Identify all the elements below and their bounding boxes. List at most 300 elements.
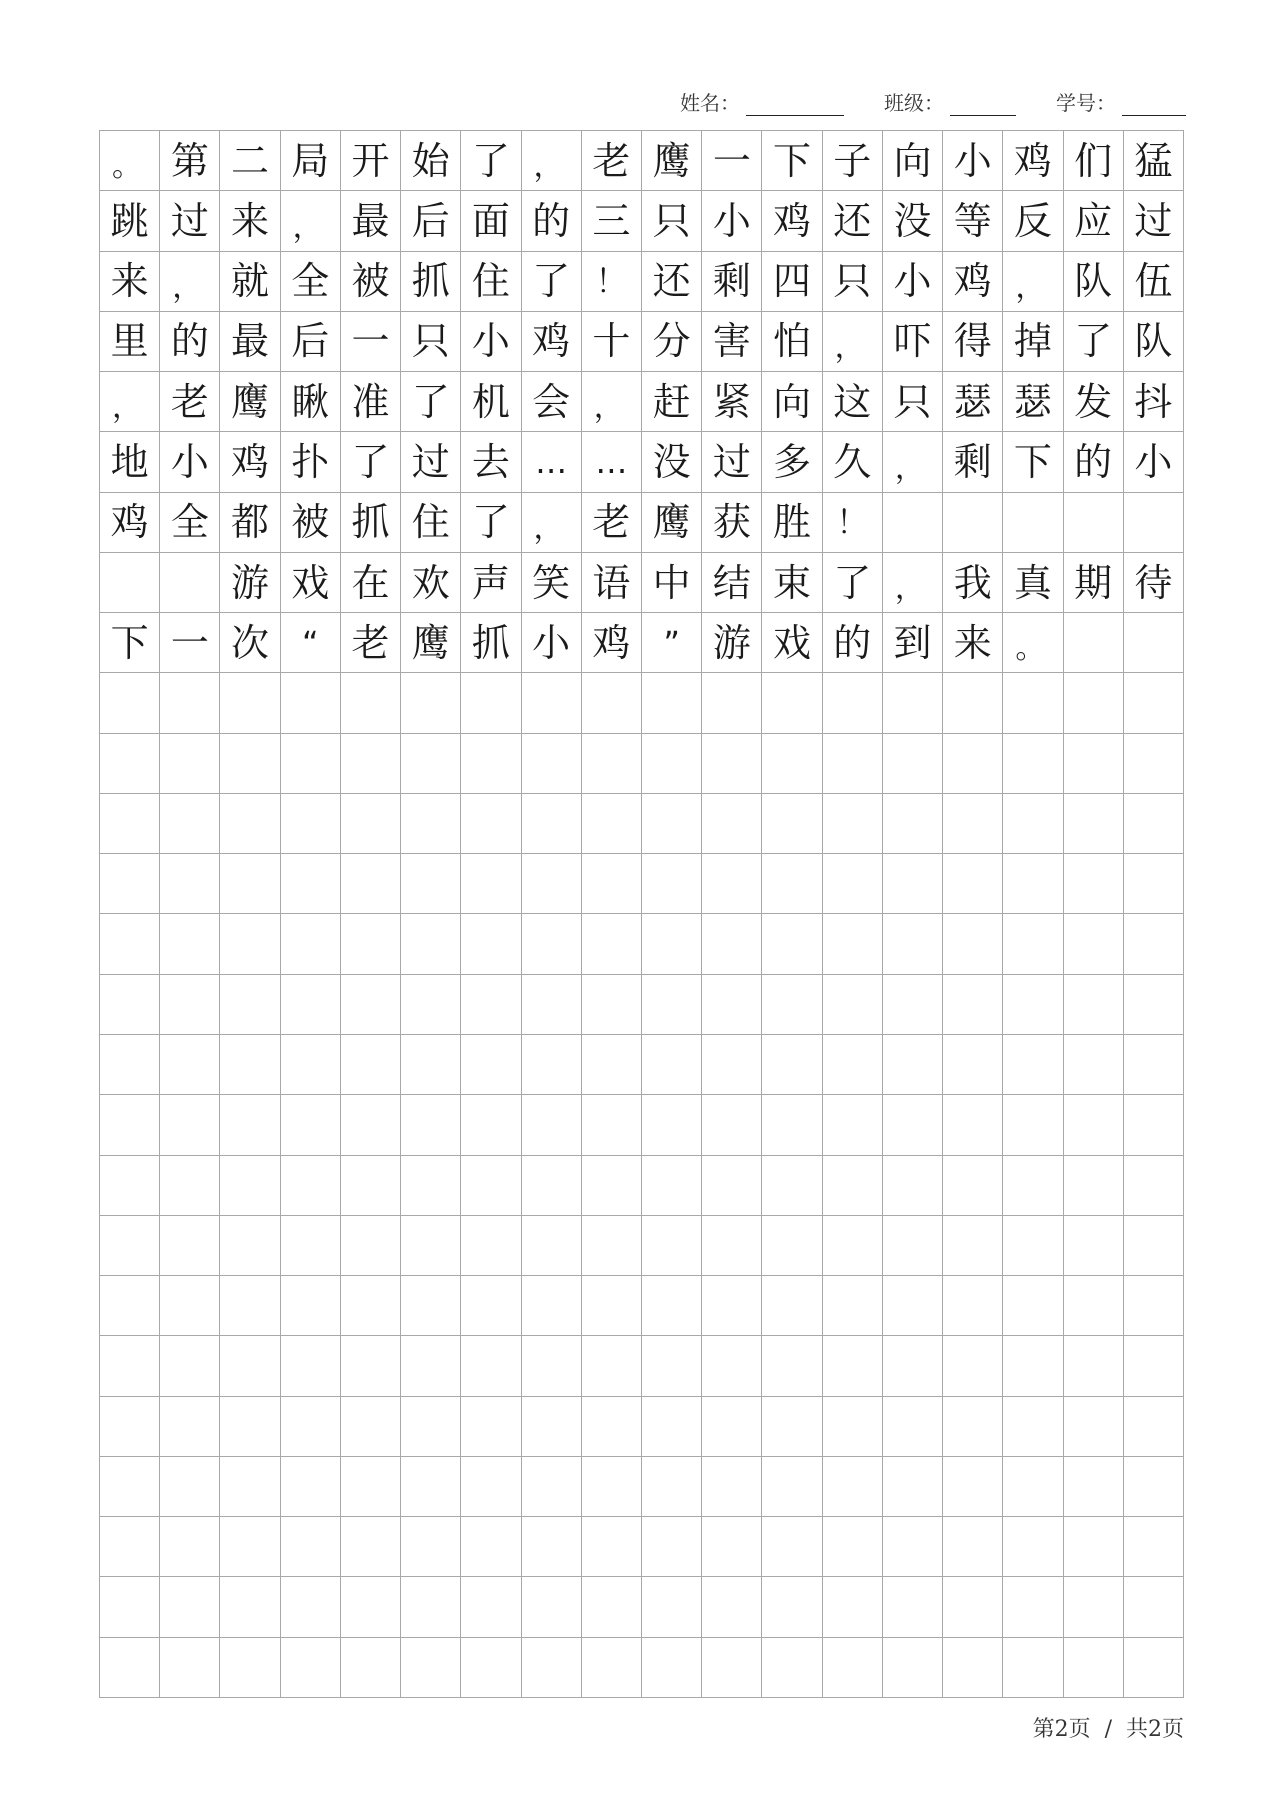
grid-cell <box>160 1457 220 1517</box>
grid-cell: 过 <box>160 191 220 251</box>
grid-cell <box>341 1336 401 1396</box>
grid-cell: 久 <box>823 432 883 492</box>
grid-cell <box>220 734 280 794</box>
grid-cell: 了 <box>461 131 521 191</box>
writing-grid <box>99 130 1184 1698</box>
grid-cell: 在 <box>341 553 401 613</box>
grid-cell <box>702 1276 762 1336</box>
grid-cell <box>702 734 762 794</box>
grid-cell: 后 <box>281 312 341 372</box>
grid-cell: 鸡 <box>522 312 582 372</box>
grid-cell <box>823 1216 883 1276</box>
grid-cell: 中 <box>642 553 702 613</box>
grid-cell <box>582 1276 642 1336</box>
grid-cell <box>160 1095 220 1155</box>
grid-cell <box>401 1577 461 1637</box>
name-field <box>680 87 844 116</box>
grid-cell: 掉 <box>1003 312 1063 372</box>
grid-cell <box>823 1577 883 1637</box>
grid-cell: 就 <box>220 252 280 312</box>
grid-cell: 一 <box>160 613 220 673</box>
grid-cell <box>220 1397 280 1457</box>
grid-cell: 获 <box>702 493 762 553</box>
grid-cell <box>823 1517 883 1577</box>
grid-cell: 抖 <box>1124 372 1184 432</box>
grid-cell <box>522 914 582 974</box>
grid-cell <box>1124 734 1184 794</box>
grid-cell <box>100 1216 160 1276</box>
grid-cell <box>281 673 341 733</box>
grid-cell <box>883 1216 943 1276</box>
grid-cell: 的 <box>160 312 220 372</box>
grid-cell <box>1003 854 1063 914</box>
grid-cell: 声 <box>461 553 521 613</box>
grid-cell: … <box>582 432 642 492</box>
grid-cell <box>823 1095 883 1155</box>
grid-cell <box>220 1457 280 1517</box>
grid-cell: 鹰 <box>220 372 280 432</box>
grid-cell: 了 <box>461 493 521 553</box>
grid-cell: 还 <box>642 252 702 312</box>
grid-cell: ， <box>883 553 943 613</box>
grid-cell <box>883 493 943 553</box>
grid-cell: 了 <box>1064 312 1124 372</box>
number-blank[interactable] <box>1122 91 1186 116</box>
grid-cell: 来 <box>220 191 280 251</box>
grid-cell: 的 <box>522 191 582 251</box>
grid-cell <box>762 1457 822 1517</box>
grid-cell: ， <box>281 191 341 251</box>
grid-cell <box>160 1336 220 1396</box>
grid-cell: 剩 <box>943 432 1003 492</box>
grid-cell <box>220 1095 280 1155</box>
grid-cell: 最 <box>220 312 280 372</box>
grid-cell <box>461 1336 521 1396</box>
grid-cell <box>1064 1517 1124 1577</box>
grid-cell <box>1124 1095 1184 1155</box>
grid-cell <box>1003 1577 1063 1637</box>
grid-cell <box>522 1638 582 1698</box>
grid-cell: 的 <box>1064 432 1124 492</box>
grid-cell <box>220 1156 280 1216</box>
grid-cell <box>642 1397 702 1457</box>
grid-cell <box>582 914 642 974</box>
grid-cell: 小 <box>522 613 582 673</box>
grid-cell <box>160 975 220 1035</box>
grid-cell <box>642 1336 702 1396</box>
grid-cell <box>220 1577 280 1637</box>
grid-cell <box>762 975 822 1035</box>
grid-cell <box>401 673 461 733</box>
grid-cell <box>1124 975 1184 1035</box>
grid-cell <box>762 1397 822 1457</box>
grid-cell <box>582 1577 642 1637</box>
grid-cell: 待 <box>1124 553 1184 613</box>
grid-cell <box>1064 734 1124 794</box>
grid-cell <box>341 1397 401 1457</box>
class-field <box>884 87 1016 116</box>
grid-cell: 。 <box>100 131 160 191</box>
grid-cell <box>100 1638 160 1698</box>
grid-cell <box>702 1577 762 1637</box>
grid-cell <box>582 673 642 733</box>
grid-cell <box>461 1457 521 1517</box>
grid-cell: 还 <box>823 191 883 251</box>
grid-cell <box>1124 613 1184 673</box>
name-blank[interactable] <box>746 91 844 116</box>
grid-cell: 只 <box>642 191 702 251</box>
grid-cell <box>1003 1156 1063 1216</box>
grid-cell: 游 <box>220 553 280 613</box>
grid-cell: 只 <box>401 312 461 372</box>
grid-cell: 面 <box>461 191 521 251</box>
grid-cell: 游 <box>702 613 762 673</box>
grid-cell <box>883 1457 943 1517</box>
grid-cell <box>1003 1397 1063 1457</box>
grid-cell <box>1124 854 1184 914</box>
grid-cell <box>100 734 160 794</box>
grid-cell: 向 <box>883 131 943 191</box>
grid-cell: 了 <box>823 553 883 613</box>
grid-cell <box>642 673 702 733</box>
grid-cell: 束 <box>762 553 822 613</box>
grid-cell <box>762 1035 822 1095</box>
grid-cell <box>1003 1276 1063 1336</box>
grid-cell: 赶 <box>642 372 702 432</box>
grid-cell <box>401 794 461 854</box>
grid-cell <box>883 1336 943 1396</box>
grid-cell <box>943 673 1003 733</box>
grid-cell: 会 <box>522 372 582 432</box>
grid-cell <box>943 975 1003 1035</box>
grid-cell <box>401 854 461 914</box>
grid-cell: 老 <box>160 372 220 432</box>
grid-cell <box>341 1276 401 1336</box>
grid-cell <box>281 1336 341 1396</box>
grid-cell <box>522 975 582 1035</box>
grid-cell <box>762 1156 822 1216</box>
grid-cell: 鸡 <box>1003 131 1063 191</box>
grid-cell <box>341 1095 401 1155</box>
grid-cell <box>823 1638 883 1698</box>
grid-cell: 鹰 <box>642 131 702 191</box>
grid-cell <box>642 854 702 914</box>
grid-cell <box>522 1156 582 1216</box>
grid-cell <box>220 1276 280 1336</box>
grid-cell <box>823 975 883 1035</box>
grid-cell: 小 <box>943 131 1003 191</box>
grid-cell <box>702 673 762 733</box>
grid-cell <box>461 1397 521 1457</box>
grid-cell <box>1124 1638 1184 1698</box>
grid-cell <box>702 1095 762 1155</box>
grid-cell <box>341 734 401 794</box>
grid-cell <box>281 1156 341 1216</box>
grid-cell <box>220 854 280 914</box>
grid-cell <box>341 975 401 1035</box>
grid-cell: 鸡 <box>582 613 642 673</box>
grid-cell <box>883 734 943 794</box>
grid-cell: 准 <box>341 372 401 432</box>
grid-cell <box>883 673 943 733</box>
grid-cell <box>1003 1457 1063 1517</box>
grid-cell: … <box>522 432 582 492</box>
grid-cell: 局 <box>281 131 341 191</box>
grid-cell <box>702 914 762 974</box>
grid-cell <box>401 1276 461 1336</box>
grid-cell <box>401 1035 461 1095</box>
grid-cell <box>762 1216 822 1276</box>
grid-cell <box>1064 1035 1124 1095</box>
grid-cell: 吓 <box>883 312 943 372</box>
page-number: 第2页 / 共2页 <box>1032 1717 1184 1742</box>
grid-cell <box>762 734 822 794</box>
grid-cell: 被 <box>281 493 341 553</box>
grid-cell <box>582 854 642 914</box>
grid-cell <box>1124 1517 1184 1577</box>
grid-cell <box>522 1457 582 1517</box>
grid-cell <box>1003 794 1063 854</box>
grid-cell <box>1124 794 1184 854</box>
grid-cell: 里 <box>100 312 160 372</box>
grid-cell: 开 <box>341 131 401 191</box>
grid-cell: 鹰 <box>642 493 702 553</box>
name-label: 姓名： <box>680 91 740 115</box>
grid-cell <box>943 1336 1003 1396</box>
grid-cell: 没 <box>642 432 702 492</box>
grid-cell <box>582 1336 642 1396</box>
grid-cell <box>702 1336 762 1396</box>
grid-cell: 胜 <box>762 493 822 553</box>
grid-cell: 欢 <box>401 553 461 613</box>
grid-cell <box>702 854 762 914</box>
grid-cell <box>160 553 220 613</box>
grid-cell <box>582 1216 642 1276</box>
grid-cell: 住 <box>461 252 521 312</box>
grid-cell <box>100 1276 160 1336</box>
grid-cell <box>762 854 822 914</box>
grid-cell <box>461 794 521 854</box>
grid-cell: 队 <box>1064 252 1124 312</box>
grid-cell: 全 <box>281 252 341 312</box>
grid-cell: ， <box>582 372 642 432</box>
grid-cell <box>341 1577 401 1637</box>
grid-cell <box>401 914 461 974</box>
grid-cell: 瑟 <box>943 372 1003 432</box>
grid-cell <box>943 1638 1003 1698</box>
grid-cell <box>762 914 822 974</box>
grid-cell <box>642 1638 702 1698</box>
grid-cell <box>1003 734 1063 794</box>
grid-cell <box>642 1517 702 1577</box>
grid-cell <box>522 854 582 914</box>
grid-cell <box>1064 1095 1124 1155</box>
grid-cell <box>823 854 883 914</box>
grid-cell <box>943 734 1003 794</box>
grid-cell <box>702 1156 762 1216</box>
number-label: 学号： <box>1056 91 1116 115</box>
grid-cell <box>582 975 642 1035</box>
grid-cell <box>702 975 762 1035</box>
grid-cell <box>341 1156 401 1216</box>
grid-cell <box>281 1276 341 1336</box>
grid-cell <box>281 1035 341 1095</box>
grid-cell: “ <box>281 613 341 673</box>
grid-cell <box>823 1397 883 1457</box>
grid-cell: 下 <box>762 131 822 191</box>
grid-cell <box>702 1216 762 1276</box>
grid-cell <box>100 1156 160 1216</box>
grid-cell <box>160 734 220 794</box>
grid-cell <box>1003 1216 1063 1276</box>
grid-cell: 只 <box>883 372 943 432</box>
grid-cell <box>883 914 943 974</box>
grid-cell: 真 <box>1003 553 1063 613</box>
grid-cell <box>702 1638 762 1698</box>
grid-cell: 二 <box>220 131 280 191</box>
grid-cell <box>1003 1035 1063 1095</box>
grid-cell: ， <box>522 493 582 553</box>
grid-cell <box>1064 1276 1124 1336</box>
grid-cell <box>100 794 160 854</box>
grid-cell <box>762 1095 822 1155</box>
grid-cell: 一 <box>702 131 762 191</box>
grid-cell <box>160 794 220 854</box>
grid-cell <box>160 854 220 914</box>
grid-cell: 结 <box>702 553 762 613</box>
grid-cell: 等 <box>943 191 1003 251</box>
grid-cell: 戏 <box>281 553 341 613</box>
grid-cell <box>522 1517 582 1577</box>
grid-cell <box>341 854 401 914</box>
grid-cell <box>522 1216 582 1276</box>
grid-cell <box>762 1577 822 1637</box>
grid-cell <box>401 1638 461 1698</box>
grid-cell: 三 <box>582 191 642 251</box>
grid-cell <box>1124 1577 1184 1637</box>
grid-cell <box>281 914 341 974</box>
grid-cell <box>522 1397 582 1457</box>
grid-cell <box>1064 673 1124 733</box>
grid-cell <box>823 1035 883 1095</box>
grid-cell <box>281 975 341 1035</box>
grid-cell: 下 <box>1003 432 1063 492</box>
grid-cell <box>341 914 401 974</box>
grid-cell <box>702 1397 762 1457</box>
grid-cell <box>281 1457 341 1517</box>
grid-cell <box>401 734 461 794</box>
grid-cell: 了 <box>401 372 461 432</box>
grid-cell <box>100 1095 160 1155</box>
grid-cell <box>642 1035 702 1095</box>
grid-cell <box>582 1095 642 1155</box>
grid-cell: 小 <box>883 252 943 312</box>
grid-cell <box>160 673 220 733</box>
grid-cell <box>1064 854 1124 914</box>
grid-cell: ！ <box>582 252 642 312</box>
grid-cell: 伍 <box>1124 252 1184 312</box>
grid-cell: 被 <box>341 252 401 312</box>
grid-cell <box>100 854 160 914</box>
grid-cell <box>642 734 702 794</box>
grid-cell <box>522 673 582 733</box>
grid-cell: 笑 <box>522 553 582 613</box>
grid-cell <box>1003 1638 1063 1698</box>
grid-cell: 猛 <box>1124 131 1184 191</box>
grid-cell <box>220 914 280 974</box>
grid-cell <box>943 1517 1003 1577</box>
grid-cell <box>461 1577 521 1637</box>
grid-cell <box>401 1457 461 1517</box>
grid-cell <box>883 794 943 854</box>
grid-cell: 期 <box>1064 553 1124 613</box>
grid-cell <box>461 1276 521 1336</box>
grid-cell <box>642 794 702 854</box>
grid-cell <box>160 914 220 974</box>
grid-cell: 多 <box>762 432 822 492</box>
grid-cell <box>220 673 280 733</box>
grid-cell <box>762 794 822 854</box>
grid-cell: 一 <box>341 312 401 372</box>
grid-cell <box>1124 1216 1184 1276</box>
grid-cell <box>823 914 883 974</box>
grid-cell <box>883 1397 943 1457</box>
grid-cell <box>401 975 461 1035</box>
grid-cell <box>642 1156 702 1216</box>
grid-cell <box>642 1457 702 1517</box>
grid-cell <box>100 1517 160 1577</box>
grid-cell <box>883 1035 943 1095</box>
grid-cell <box>1003 1517 1063 1577</box>
grid-cell <box>823 734 883 794</box>
class-blank[interactable] <box>950 91 1016 116</box>
grid-cell: 最 <box>341 191 401 251</box>
grid-cell: 去 <box>461 432 521 492</box>
grid-cell <box>522 794 582 854</box>
grid-cell: 瑟 <box>1003 372 1063 432</box>
grid-cell <box>461 975 521 1035</box>
grid-cell <box>100 673 160 733</box>
grid-cell <box>823 1156 883 1216</box>
grid-cell <box>281 1577 341 1637</box>
grid-cell <box>582 1035 642 1095</box>
grid-cell <box>522 1035 582 1095</box>
grid-cell <box>762 673 822 733</box>
grid-cell: 语 <box>582 553 642 613</box>
grid-cell <box>220 794 280 854</box>
grid-cell: 小 <box>1124 432 1184 492</box>
grid-cell: 没 <box>883 191 943 251</box>
grid-cell <box>281 794 341 854</box>
grid-cell <box>1064 613 1124 673</box>
grid-cell <box>883 1276 943 1336</box>
grid-cell <box>582 734 642 794</box>
grid-cell <box>1064 493 1124 553</box>
grid-cell <box>943 1035 1003 1095</box>
grid-cell <box>642 914 702 974</box>
grid-cell: 老 <box>582 493 642 553</box>
grid-cell <box>160 1397 220 1457</box>
grid-cell <box>943 854 1003 914</box>
grid-cell <box>1064 1216 1124 1276</box>
grid-cell: 戏 <box>762 613 822 673</box>
grid-cell <box>160 1216 220 1276</box>
grid-cell <box>220 1638 280 1698</box>
grid-cell <box>461 1638 521 1698</box>
grid-cell <box>100 1397 160 1457</box>
grid-cell: 们 <box>1064 131 1124 191</box>
grid-cell: 下 <box>100 613 160 673</box>
